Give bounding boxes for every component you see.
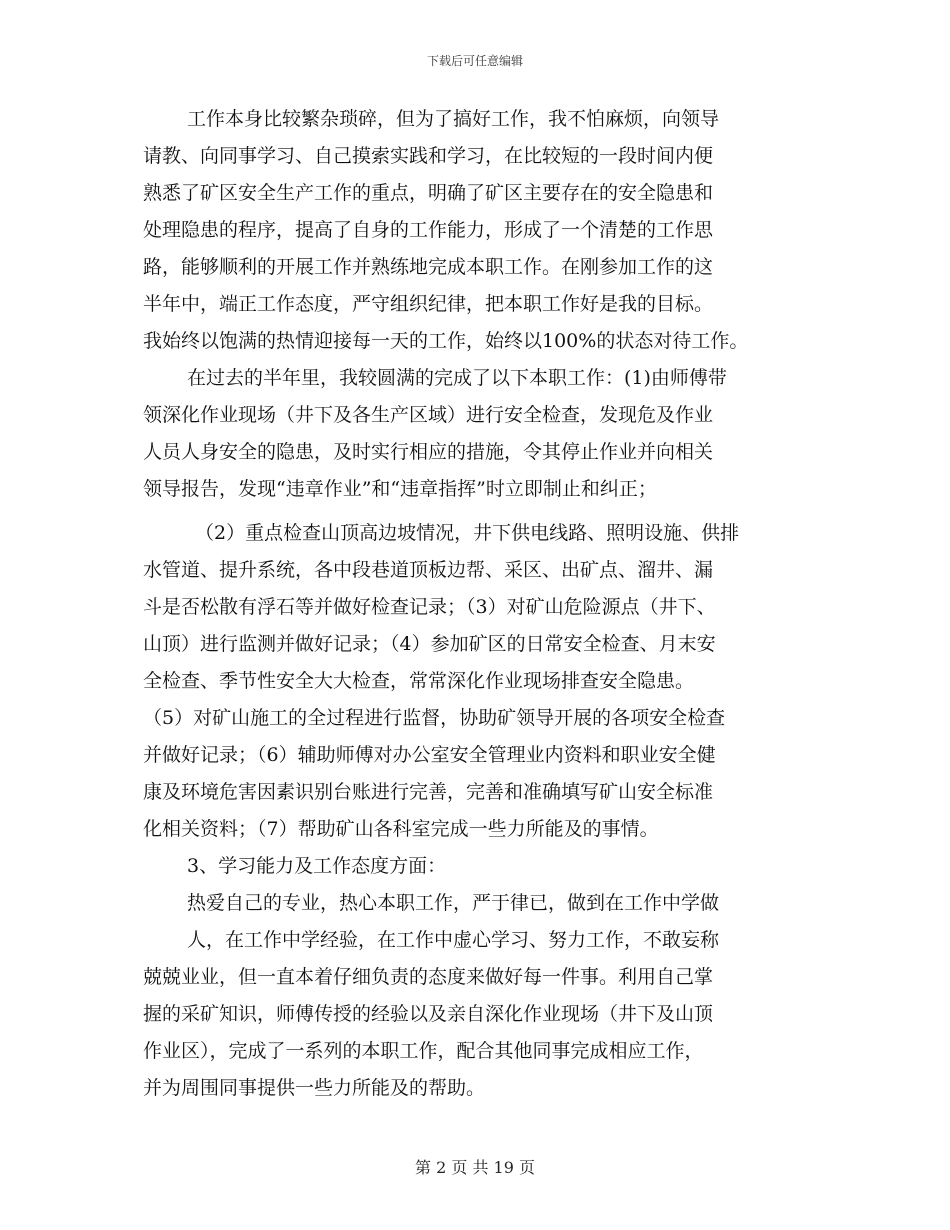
body-line: 领深化作业现场（井下及各生产区域）进行安全检查，发现危及作业 — [143, 404, 714, 426]
body-line: 全检查、季节性安全大大检查，常常深化作业现场排查安全隐患。 — [143, 670, 695, 692]
body-line: 斗是否松散有浮石等并做好检查记录；（3）对矿山危险源点（井下、 — [143, 596, 716, 618]
body-line: 请教、向同事学习、自己摸索实践和学习，在比较短的一段时间内便 — [143, 145, 714, 167]
body-line: 3、学习能力及工作态度方面： — [187, 855, 447, 877]
body-line: 我始终以饱满的热情迎接每一天的工作，始终以100%的状态对待工作。 — [143, 330, 749, 352]
body-line: 化相关资料；（7）帮助矿山各科室完成一些力所能及的事情。 — [143, 818, 659, 840]
body-line: 兢兢业业，但一直本着仔细负责的态度来做好每一件事。利用自己掌 — [143, 966, 714, 988]
body-line: 水管道、提升系统，各中段巷道顶板边帮、采区、出矿点、溜井、漏 — [143, 559, 714, 581]
body-line: 并为周围同事提供一些力所能及的帮助。 — [143, 1077, 486, 1099]
body-line: 在过去的半年里，我较圆满的完成了以下本职工作：(1)由师傅带 — [187, 367, 727, 389]
page-number-footer: 第 2 页 共 19 页 — [415, 1158, 535, 1177]
body-line: 并做好记录；（6）辅助师傅对办公室安全管理业内资料和职业安全健 — [143, 744, 716, 766]
body-line: 半年中，端正工作态度，严守组织纪律，把本职工作好是我的目标。 — [143, 293, 714, 315]
page-header: 下载后可任意编辑 — [426, 54, 523, 68]
body-line: 康及环境危害因素识别台账进行完善，完善和准确填写矿山安全标准 — [143, 781, 714, 803]
body-line: 人，在工作中学经验，在工作中虚心学习、努力工作，不敢妄称 — [187, 929, 720, 951]
body-line: （5）对矿山施工的全过程进行监督，协助矿领导开展的各项安全检查 — [143, 707, 726, 729]
body-line: 握的采矿知识，师傅传授的经验以及亲自深化作业现场（井下及山顶 — [143, 1003, 714, 1025]
body-line: 路，能够顺利的开展工作并熟练地完成本职工作。在刚参加工作的这 — [143, 256, 714, 278]
body-line: 熟悉了矿区安全生产工作的重点，明确了矿区主要存在的安全隐患和 — [143, 182, 714, 204]
body-line: 处理隐患的程序，提高了自身的工作能力，形成了一个清楚的工作思 — [143, 219, 714, 241]
body-line: 作业区），完成了一系列的本职工作，配合其他同事完成相应工作， — [143, 1040, 704, 1062]
body-line: （2）重点检查山顶高边坡情况，井下供电线路、照明设施、供排 — [195, 522, 740, 544]
body-line: 热爱自己的专业，热心本职工作，严于律已，做到在工作中学做 — [187, 892, 720, 914]
body-line: 人员人身安全的隐患，及时实行相应的措施，令其停止作业并向相关 — [143, 441, 714, 463]
body-line: 领导报告，发现“违章作业”和“违章指挥”时立即制止和纠正； — [143, 478, 657, 500]
body-line: 工作本身比较繁杂琐碎，但为了搞好工作，我不怕麻烦，向领导 — [187, 108, 720, 130]
body-line: 山顶）进行监测并做好记录；（4）参加矿区的日常安全检查、月末安 — [143, 633, 716, 655]
